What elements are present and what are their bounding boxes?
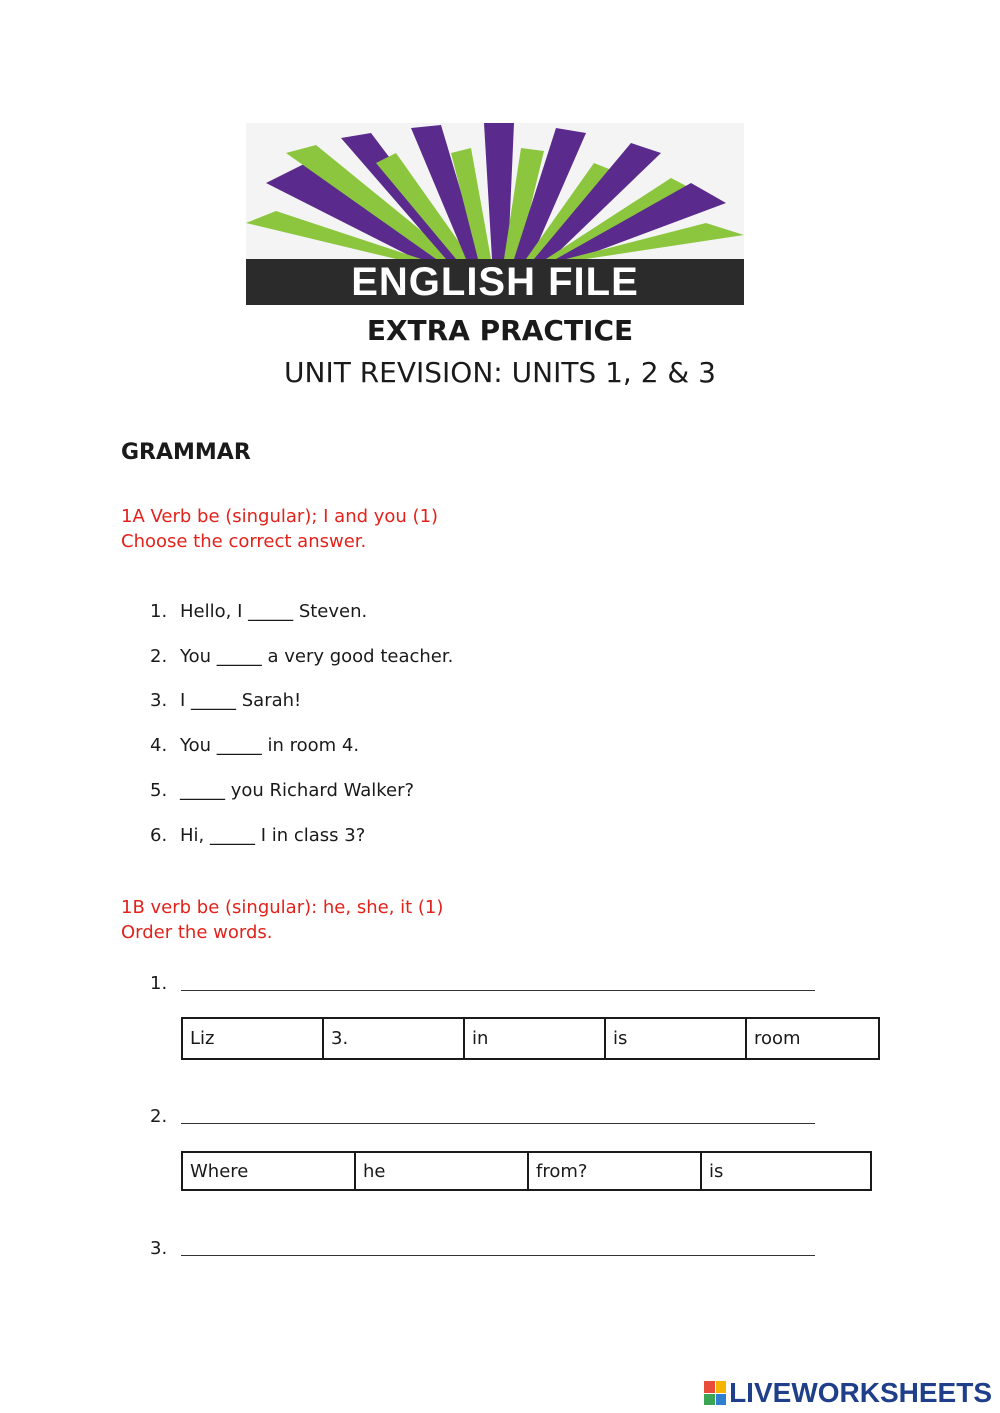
word-cell[interactable]: in [464, 1018, 605, 1059]
question-text[interactable]: Hi, _____ I in class 3? [180, 825, 366, 846]
logo-text: ENGLISH FILE [351, 260, 639, 304]
grammar-heading: GRAMMAR [121, 440, 251, 465]
liveworksheets-brand[interactable] [704, 1377, 992, 1409]
word-cell[interactable]: from? [528, 1152, 701, 1190]
section-1a-instruction: Choose the correct answer. [121, 531, 367, 552]
word-box-1 [181, 1017, 880, 1060]
page-title: EXTRA PRACTICE [366, 314, 634, 347]
order-item-number: 2. [150, 1106, 168, 1127]
question-item [150, 825, 365, 846]
liveworksheets-icon [704, 1381, 726, 1405]
question-item [150, 601, 367, 622]
question-item [150, 646, 453, 667]
question-number: 4. [150, 735, 168, 756]
word-cell[interactable]: is [701, 1152, 871, 1190]
answer-line[interactable] [181, 990, 815, 991]
question-number: 2. [150, 646, 168, 667]
answer-line[interactable] [181, 1123, 815, 1124]
word-cell[interactable]: Where [182, 1152, 355, 1190]
question-text[interactable]: I _____ Sarah! [180, 690, 302, 711]
word-cell[interactable]: room [746, 1018, 879, 1059]
section-1b-title: 1B verb be (singular): he, she, it (1) [121, 897, 444, 918]
word-cell[interactable]: he [355, 1152, 528, 1190]
question-text[interactable]: You _____ a very good teacher. [180, 646, 454, 667]
word-cell[interactable]: 3. [323, 1018, 464, 1059]
question-text[interactable]: Hello, I _____ Steven. [180, 601, 368, 622]
section-1b-instruction: Order the words. [121, 922, 273, 943]
section-1a-title: 1A Verb be (singular); I and you (1) [121, 506, 439, 527]
section-1b-header [121, 895, 443, 945]
order-item-number: 3. [150, 1238, 168, 1259]
section-1a-header [121, 504, 438, 554]
question-number: 5. [150, 780, 168, 801]
question-number: 3. [150, 690, 168, 711]
order-item-number: 1. [150, 973, 168, 994]
page-subtitle: UNIT REVISION: UNITS 1, 2 & 3 [284, 356, 716, 389]
word-box-2 [181, 1151, 872, 1191]
word-cell[interactable]: is [605, 1018, 746, 1059]
question-text[interactable]: You _____ in room 4. [180, 735, 360, 756]
question-item [150, 780, 414, 801]
question-number: 1. [150, 601, 168, 622]
english-file-logo [246, 123, 744, 305]
word-cell[interactable]: Liz [182, 1018, 323, 1059]
answer-line[interactable] [181, 1255, 815, 1256]
question-number: 6. [150, 825, 168, 846]
question-text[interactable]: _____ you Richard Walker? [180, 780, 415, 801]
question-item [150, 735, 359, 756]
liveworksheets-text: LIVEWORKSHEETS [729, 1377, 992, 1408]
question-item [150, 690, 301, 711]
